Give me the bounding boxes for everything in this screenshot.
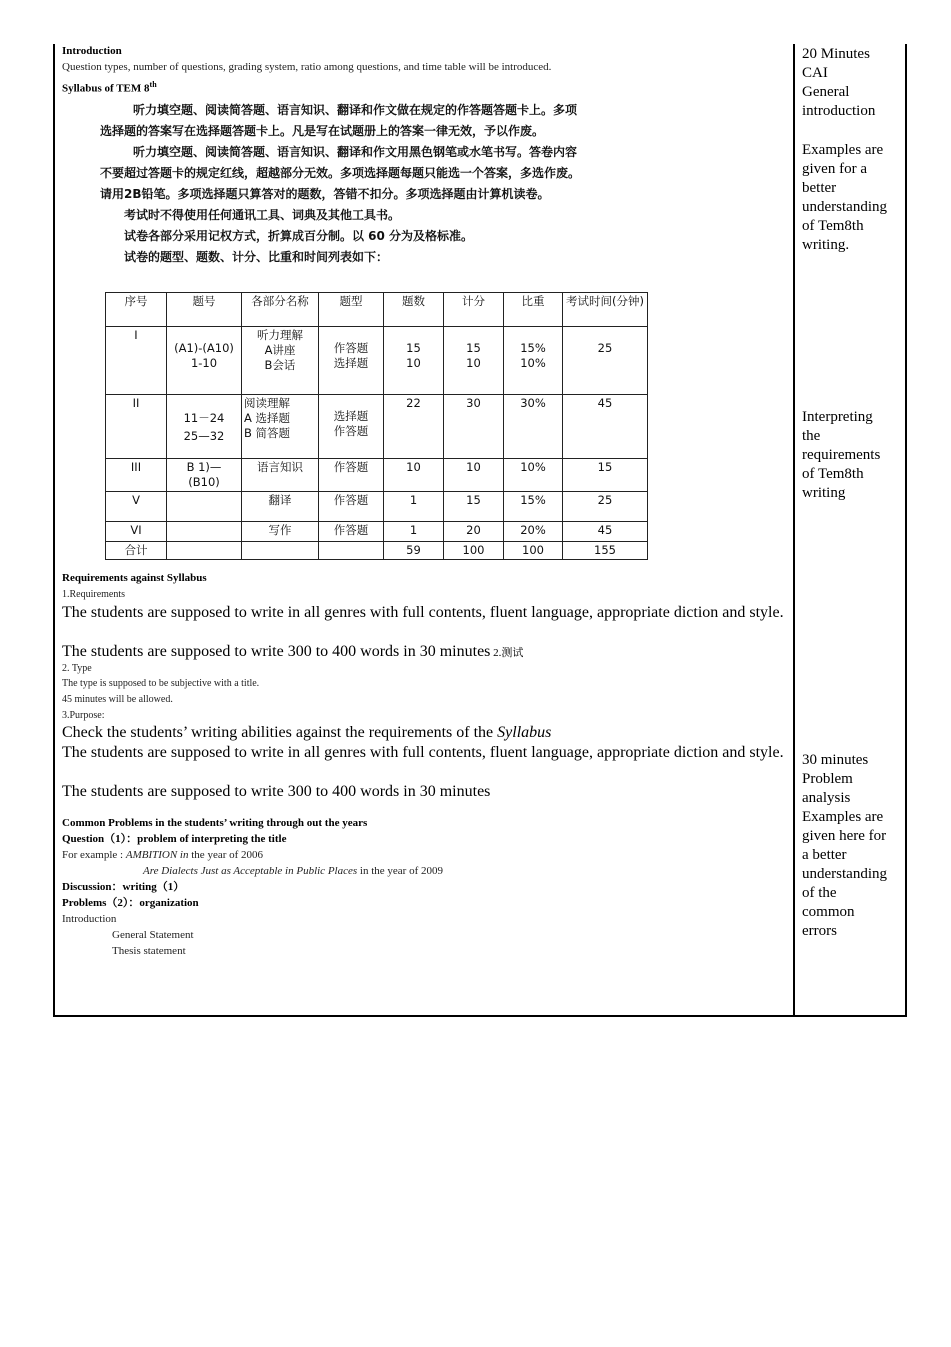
table-cell: 1 [384, 522, 444, 542]
requirements-paragraph-4: The students are supposed to write in all genres with full contents, fluent language, appropriate diction and style. [62, 744, 784, 761]
requirements-item-2: 2. Type [62, 663, 92, 674]
exam-structure-table [105, 292, 648, 560]
table-cell: 15 [563, 459, 648, 492]
column-divider [793, 44, 795, 1017]
requirements-paragraph-1: The students are supposed to write in all genres with full contents, fluent language, appropriate diction and style. [62, 604, 784, 621]
table-cell: 语言知识 [242, 459, 319, 492]
table-cell: 作答题 [319, 492, 384, 522]
introduction-label: Introduction [62, 913, 117, 925]
table-row [106, 492, 648, 522]
requirements-item-1: 1.Requirements [62, 589, 126, 600]
scan-line: 听力填空题、阅读简答题、语言知识、翻译和作文用黑色钢笔或水笔书写。答卷内容 [133, 145, 578, 159]
table-row [106, 522, 648, 542]
scanned-syllabus-text [100, 100, 660, 268]
thesis-statement-label: Thesis statement [112, 945, 186, 957]
table-cell: 阅读理解 A 选择题 B 简答题 [242, 395, 319, 459]
table-row [106, 327, 648, 395]
table-cell: 作答题 选择题 [319, 327, 384, 395]
scan-line: 试卷各部分采用记权方式，折算成百分制。以 60 分为及格标准。 [124, 229, 474, 243]
problems-2-line: Problems（2）：organization [62, 897, 199, 909]
problems-heading: Common Problems in the students’ writing through out the years [62, 817, 368, 829]
table-cell: 选择题 作答题 [319, 395, 384, 459]
table-cell [167, 542, 242, 560]
syllabus-title: Syllabus of TEM 8th [62, 80, 157, 95]
general-statement-label: General Statement [112, 929, 194, 941]
scan-line: 请用2B铅笔。多项选择题只算答对的题数，答错不扣分。多项选择题由计算机读卷。 [100, 187, 550, 201]
table-cell: 作答题 [319, 459, 384, 492]
scan-line: 试卷的题型、题数、计分、比重和时间列表如下： [124, 250, 389, 264]
table-cell: 100 [444, 542, 504, 560]
intro-heading: Introduction [62, 45, 122, 57]
table-cell [319, 542, 384, 560]
table-cell: 25 [563, 327, 648, 395]
table-cell: 20 [444, 522, 504, 542]
table-cell: 作答题 [319, 522, 384, 542]
table-cell: 11－24 25—32 [167, 395, 242, 459]
scan-line: 听力填空题、阅读简答题、语言知识、翻译和作文做在规定的作答题答题卡上。多项 [133, 103, 578, 117]
table-cell: 59 [384, 542, 444, 560]
table-cell: 翻译 [242, 492, 319, 522]
requirements-heading: Requirements against Syllabus [62, 572, 207, 584]
table-row [106, 395, 648, 459]
requirements-paragraph-2: The students are supposed to write 300 to 400 words in 30 minutes 2.测试 [62, 643, 524, 660]
table-cell: 15% [504, 492, 563, 522]
table-cell: 15 [444, 492, 504, 522]
table-cell [167, 522, 242, 542]
table-cell: 10 [384, 459, 444, 492]
header-cell: 比重 [504, 293, 563, 327]
scan-line: 考试时不得使用任何通讯工具、词典及其他工具书。 [124, 208, 401, 222]
intro-description: Question types, number of questions, grading system, ratio among questions, and time table will be introduced. [62, 61, 552, 73]
table-cell [167, 492, 242, 522]
table-cell: 45 [563, 522, 648, 542]
table-cell: 15 10 [444, 327, 504, 395]
table-cell: B 1)— (B10) [167, 459, 242, 492]
table-cell: 10 [444, 459, 504, 492]
table-header-row [106, 293, 648, 327]
example-line-2: Are Dialects Just as Acceptable in Public Places in the year of 2009 [143, 865, 443, 877]
header-cell: 序号 [106, 293, 167, 327]
table-cell: 写作 [242, 522, 319, 542]
table-cell: 22 [384, 395, 444, 459]
scan-line: 不要超过答题卡的规定红线，超越部分无效。多项选择题每题只能选一个答案，多选作废。 [100, 166, 581, 180]
table-cell: II [106, 395, 167, 459]
table-cell: 100 [504, 542, 563, 560]
header-cell: 计分 [444, 293, 504, 327]
table-cell: 15 10 [384, 327, 444, 395]
discussion-line: Discussion：writing（1） [62, 881, 185, 893]
header-cell: 各部分名称 [242, 293, 319, 327]
table-cell: V [106, 492, 167, 522]
minutes-allowed: 45 minutes will be allowed. [62, 694, 173, 705]
table-cell: 45 [563, 395, 648, 459]
side-note-interpreting: Interpreting the requirements of Tem8th writing [802, 409, 881, 501]
header-cell: 题数 [384, 293, 444, 327]
side-note-problem-analysis: 30 minutes Problem analysis Examples are given here for a better understanding of the common errors [802, 752, 887, 939]
side-note-general-intro: 20 Minutes CAI General introduction [802, 46, 876, 119]
question-1: Question（1）：problem of interpreting the title [62, 833, 287, 845]
requirements-paragraph-5: The students are supposed to write 300 to 400 words in 30 minutes [62, 783, 491, 800]
table-row [106, 542, 648, 560]
type-description: The type is supposed to be subjective with a title. [62, 678, 260, 689]
table-cell: III [106, 459, 167, 492]
table-cell: I [106, 327, 167, 395]
table-cell: 15% 10% [504, 327, 563, 395]
table-cell: (A1)-(A10) 1-10 [167, 327, 242, 395]
table-cell: 30% [504, 395, 563, 459]
header-cell: 考试时间(分钟) [563, 293, 648, 327]
side-note-examples: Examples are given for a better understanding of Tem8th writing. [802, 142, 887, 253]
table-cell: 155 [563, 542, 648, 560]
table-cell: 1 [384, 492, 444, 522]
table-cell: VI [106, 522, 167, 542]
scan-line: 选择题的答案写在选择题答题卡上。凡是写在试题册上的答案一律无效，予以作废。 [100, 124, 545, 138]
example-line-1: For example : AMBITION in the year of 2006 [62, 849, 264, 861]
header-cell: 题型 [319, 293, 384, 327]
table-cell [242, 542, 319, 560]
purpose-paragraph: Check the students’ writing abilities against the requirements of the Syllabus [62, 724, 552, 741]
table-cell: 合计 [106, 542, 167, 560]
table-cell: 听力理解 A讲座 B会话 [242, 327, 319, 395]
requirements-item-3: 3.Purpose: [62, 710, 105, 721]
table-cell: 10% [504, 459, 563, 492]
table-cell: 25 [563, 492, 648, 522]
table-row [106, 459, 648, 492]
header-cell: 题号 [167, 293, 242, 327]
table-cell: 30 [444, 395, 504, 459]
table-cell: 20% [504, 522, 563, 542]
